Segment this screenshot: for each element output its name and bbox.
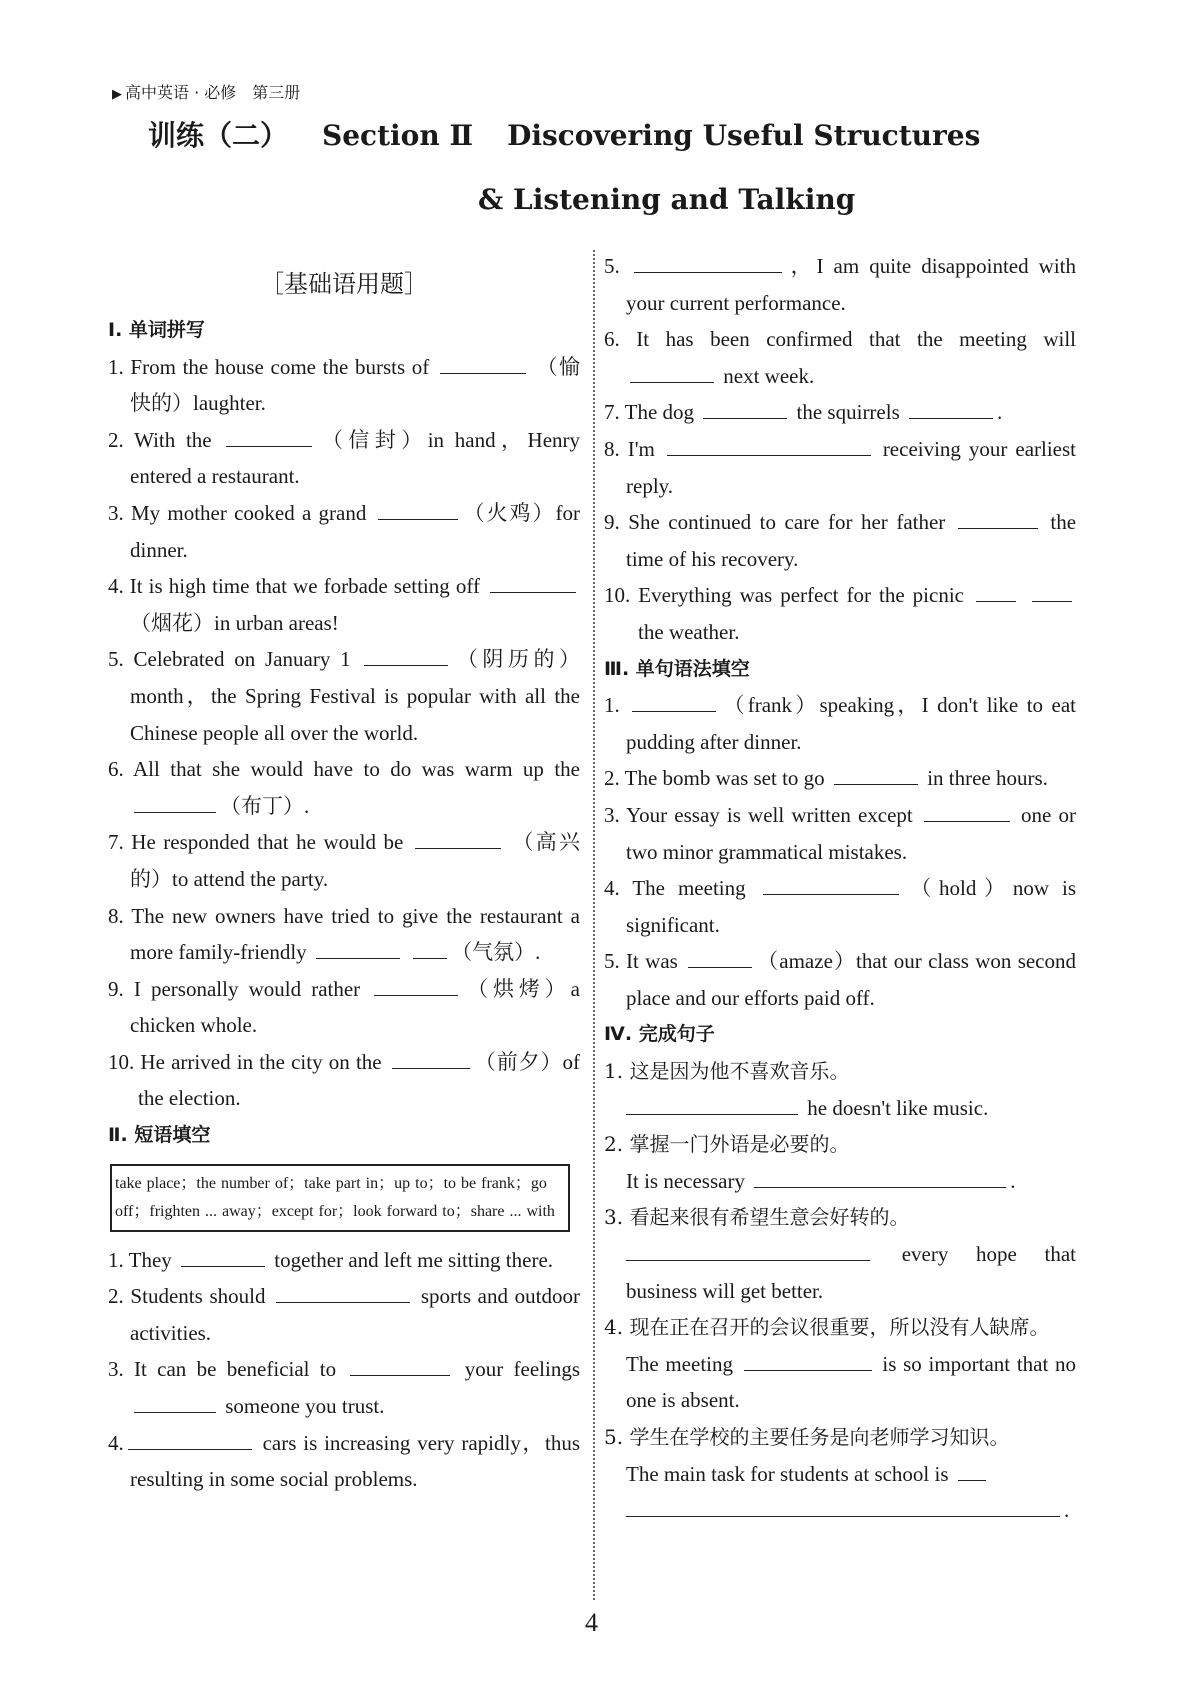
answer-blank[interactable] bbox=[181, 1265, 265, 1267]
sentence-q4: 4. 现在正在召开的会议很重要，所以没有人缺席。 The meeting is so important that no one is absent. bbox=[604, 1315, 1077, 1413]
answer-blank[interactable] bbox=[128, 1448, 252, 1450]
spelling-q2: 2. With the （信封）in hand，Henry entered a restaurant. bbox=[108, 427, 581, 489]
page-number: 4 bbox=[585, 1608, 598, 1637]
answer-blank[interactable] bbox=[703, 417, 787, 419]
sentence-q3: 3. 看起来很有希望生意会好转的。 every hope that business will get better. bbox=[604, 1205, 1076, 1303]
phrase-q7: 7. The dog the squirrels . bbox=[604, 400, 1003, 425]
spelling-q10: 10. He arrived in the city on the （前夕）of the election. bbox=[108, 1049, 580, 1111]
answer-blank[interactable] bbox=[744, 1369, 872, 1371]
answer-blank[interactable] bbox=[958, 527, 1038, 529]
phrase-q2: 2. Students should sports and outdoor activities. bbox=[108, 1284, 581, 1345]
answer-blank[interactable] bbox=[909, 417, 993, 419]
spelling-q7: 7. He responded that he would be （高兴的）to attend the party. bbox=[108, 830, 580, 891]
section-sentences: Ⅳ. 完成句子 bbox=[604, 1023, 715, 1046]
right-column bbox=[604, 248, 1076, 1529]
grammar-q5: 5. It was （amaze）that our class won second place and our efforts paid off. bbox=[604, 949, 1077, 1010]
answer-blank[interactable] bbox=[630, 381, 714, 383]
answer-blank[interactable] bbox=[626, 1113, 798, 1115]
basic-section-title: ［基础语用题］ bbox=[260, 270, 428, 298]
title-section: Section Ⅱ bbox=[322, 119, 474, 152]
triangle-icon: ▶ bbox=[112, 87, 122, 102]
sentence-q5: 5. 学生在学校的主要任务是向老师学习知识。 The main task for students at school is . bbox=[604, 1425, 1070, 1523]
grammar-q3: 3. Your essay is well written except one or two minor grammatical mistakes. bbox=[604, 802, 1076, 864]
answer-blank[interactable] bbox=[134, 1411, 216, 1413]
spelling-q6: 6. All that she would have to do was warm up the （布丁）. bbox=[108, 757, 580, 818]
phrase-q10: 10. Everything was perfect for the picnic the weather. bbox=[604, 577, 1076, 650]
answer-blank[interactable] bbox=[415, 847, 501, 849]
answer-blank[interactable] bbox=[276, 1301, 410, 1303]
grammar-q4: 4. The meeting （hold）now is significant. bbox=[604, 876, 1076, 937]
column-divider bbox=[593, 250, 595, 1600]
phrase-word-box: take place；the number of；take part in；up to；to be frank；go off；frighten ... away；except for；look forward to；share ... with bbox=[110, 1164, 570, 1232]
sentence-q2: 2. 掌握一门外语是必要的。 It is necessary . bbox=[604, 1132, 1016, 1193]
answer-blank[interactable] bbox=[134, 811, 216, 813]
phrase-q5: 5. ，I am quite disappointed with your current performance. bbox=[604, 254, 1077, 315]
answer-blank-cont[interactable] bbox=[626, 1515, 1060, 1517]
title-exercise: 训练（二） bbox=[148, 119, 289, 152]
book-header bbox=[112, 80, 300, 103]
phrase-q1: 1. They together and left me sitting there. bbox=[108, 1247, 554, 1272]
section-grammar: Ⅲ. 单句语法填空 bbox=[604, 657, 750, 680]
section-phrases: Ⅱ. 短语填空 bbox=[108, 1124, 211, 1147]
answer-blank[interactable] bbox=[632, 710, 716, 712]
answer-blank[interactable] bbox=[958, 1479, 986, 1481]
answer-blank[interactable] bbox=[316, 957, 400, 959]
answer-blank-cont[interactable] bbox=[413, 957, 447, 959]
section-spelling: Ⅰ. 单词拼写 bbox=[108, 319, 205, 341]
answer-blank[interactable] bbox=[392, 1067, 470, 1069]
answer-blank[interactable] bbox=[688, 966, 752, 968]
spelling-q8: 8. The new owners have tried to give the restaurant a more family-friendly （气氛）. bbox=[108, 903, 580, 965]
answer-blank[interactable] bbox=[378, 518, 458, 520]
answer-blank-cont[interactable] bbox=[1032, 600, 1072, 602]
answer-blank[interactable] bbox=[754, 1186, 1006, 1188]
spelling-q1: 1. From the house come the bursts of （愉快的）laughter. bbox=[108, 354, 581, 416]
answer-blank[interactable] bbox=[834, 783, 918, 785]
grammar-q1: 1. （frank）speaking，I don't like to eat pudding after dinner. bbox=[604, 693, 1077, 754]
book-header-text: 高中英语 · 必修 第三册 bbox=[125, 83, 301, 102]
grammar-q2: 2. The bomb was set to go in three hours. bbox=[604, 766, 1048, 791]
phrase-q8: 8. I'm receiving your earliest reply. bbox=[604, 436, 1077, 498]
phrase-q4: 4. cars is increasing very rapidly，thus resulting in some social problems. bbox=[108, 1430, 581, 1492]
title-topic: Discovering Useful Structures bbox=[507, 119, 981, 152]
answer-blank[interactable] bbox=[226, 445, 312, 447]
sentence-q1: 1. 这是因为他不喜欢音乐。 he doesn't like music. bbox=[604, 1059, 989, 1120]
phrase-q9: 9. She continued to care for her father the time of his recovery. bbox=[604, 510, 1077, 571]
page-title bbox=[148, 114, 980, 154]
answer-blank[interactable] bbox=[924, 820, 1010, 822]
spelling-q5: 5. Celebrated on January 1 （阴历的）month，the Spring Festival is popular with all the Chinese people all over the world. bbox=[108, 647, 581, 745]
spelling-q4: 4. It is high time that we forbade setting off （烟花）in urban areas! bbox=[108, 568, 580, 641]
answer-blank[interactable] bbox=[634, 271, 782, 273]
answer-blank[interactable] bbox=[440, 372, 526, 374]
answer-blank[interactable] bbox=[763, 893, 899, 895]
answer-blank[interactable] bbox=[490, 591, 576, 593]
answer-blank[interactable] bbox=[364, 664, 448, 666]
spelling-q9: 9. I personally would rather （烘烤）a chicken whole. bbox=[108, 976, 581, 1038]
page-subtitle: & Listening and Talking bbox=[478, 183, 856, 216]
phrase-q6: 6. It has been confirmed that the meeting will next week. bbox=[604, 327, 1076, 388]
answer-blank[interactable] bbox=[667, 454, 871, 456]
left-column bbox=[108, 248, 580, 1498]
answer-blank[interactable] bbox=[976, 600, 1016, 602]
answer-blank[interactable] bbox=[626, 1259, 870, 1261]
spelling-q3: 3. My mother cooked a grand （火鸡）for dinner. bbox=[108, 500, 580, 562]
answer-blank[interactable] bbox=[350, 1374, 450, 1376]
answer-blank[interactable] bbox=[374, 994, 458, 996]
phrase-q3: 3. It can be beneficial to your feelings someone you trust. bbox=[108, 1357, 580, 1419]
